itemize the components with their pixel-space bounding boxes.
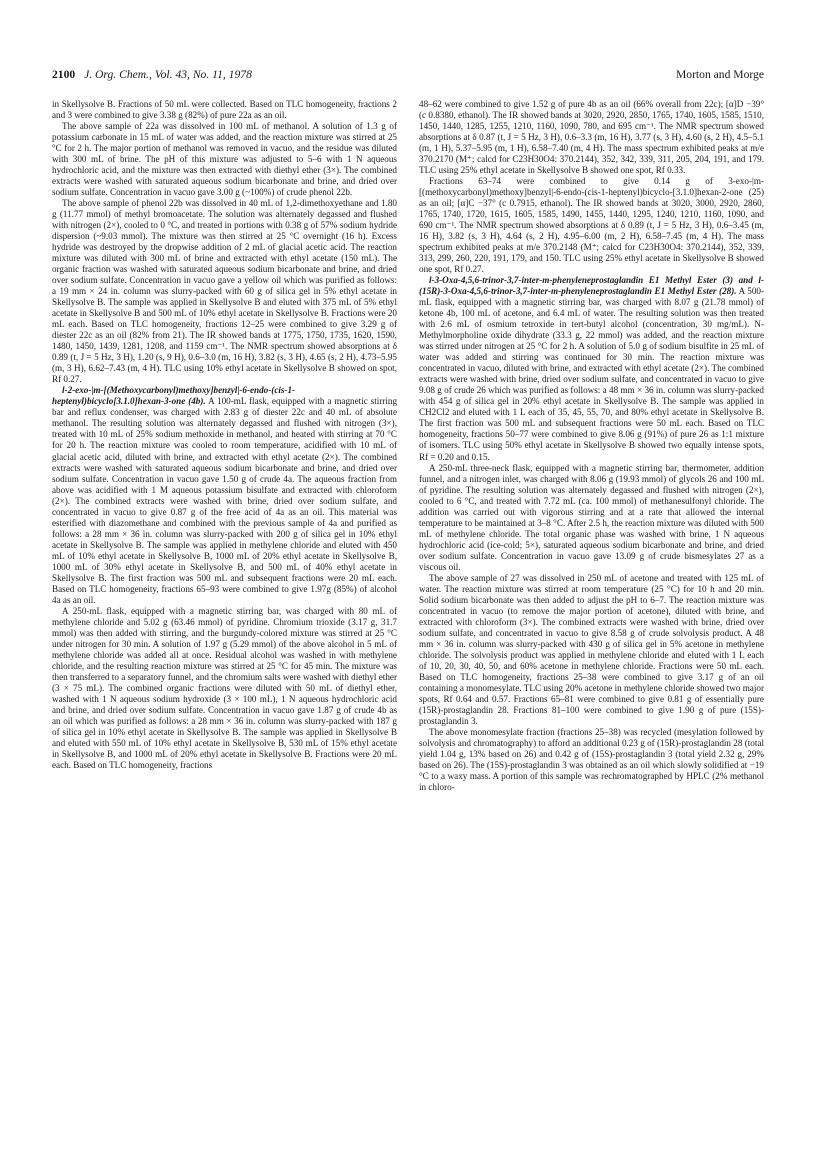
paragraph: The above sample of 27 was dissolved in 250 mL of acetone and treated with 125 mL of water. The reaction mixture was stirred at room temperature (25 °C) for 10 h and 20 min. Solid sodium bicarbonate was then added to adjust the pH to 6–7. The reaction mixture was concentrated in vacuo (to remove the major portion of acetone), diluted with brine, and extracted with chloroform (3×). The combined extracts were washed with brine, dried over sodium sulfate, and concentrated in vacuo to give 8.58 g of crude solvolysis product. A 48 mm × 36 in. column was slurry-packed with 430 g of silica gel in 5% acetone in methylene chloride. The solvolysis product was applied in methylene chloride and eluted with 1 L each of 10, 20, 30, 40, 50, and 60% acetone in methylene chloride. Fractions were 50 mL each. Based on TLC homogeneity, fractions 25–38 were combined to give 3.17 g of an oil containing a monomesylate. TLC using 20% acetone in methylene chloride showed two major spots, Rf 0.64 and 0.57. Fractions 65–81 were combined to give 0.81 g of essentially pure (15R)-prostaglandin 28. Fractions 81–100 were combined to give 1.90 g of pure (15S)-prostaglandin 3. (419, 572, 764, 726)
left-column (52, 99, 397, 771)
paragraph: Fractions 63–74 were combined to give 0.14 g of 3-exo-|m-[(methoxycarbonyl)methoxy]benzyl|-6-endo-(cis-1-heptenyl)bicyclo-[3.1.0]hexan-2-one (25) as an oil; [α]C −37° (c 0.7915, ethanol). The IR showed bands at 3020, 3000, 2920, 2860, 1765, 1740, 1720, 1615, 1605, 1585, 1490, 1455, 1440, 1295, 1240, 1210, 1160, 1090, and 690 cm⁻¹. The NMR spectrum showed absorptions at δ 0.89 (t, J = 5 Hz, 3 H), 0.6–3.45 (m, 16 H), 3.82 (s, 3 H), 4.64 (s, 2 H), 4.95–6.00 (m, 2 H), 6.58–7.45 (m, 4 H). The mass spectrum exhibited peaks at m/e 370.2148 (M⁺; calcd for C23H30O4: 370.2144), 352, 339, 313, 299, 260, 220, 191, 179, and 150. TLC using 25% ethyl acetate in Skellysolve B showed one spot, Rf 0.27. (419, 176, 764, 275)
right-column (419, 99, 764, 793)
compound-heading: l-3-Oxa-4,5,6-trinor-3,7-inter-m-phenyleneprostaglandin E1 Methyl Ester (3) and l-(15R)-3-Oxa-4,5,6-trinor-3,7-inter-m-phenyleneprostaglandin E1 Methyl Ester (28). (419, 275, 764, 297)
header-left (52, 68, 252, 81)
page-number: 2100 (52, 68, 76, 81)
paragraph (52, 385, 397, 605)
paragraph-body: A 500-mL flask, equipped with a magnetic stirring bar, was charged with 8.07 g (21.78 mmol) of ketone 4b, 100 mL of acetone, and 6.4 mL of water. The resulting solution was then treated with 2.6 mL of osmium tetroxide in tert-butyl alcohol (concentration, 30 mg/mL). N-Methylmorpholine oxide dihydrate (33.3 g, 22 mmol) was added, and the reaction mixture was stirred under nitrogen at 25 °C for 2 h. A solution of 5.0 g of sodium bisulfite in 25 mL of water was added and stirring was continued for 30 min. The reaction mixture was concentrated in vacuo, diluted with brine, and extracted with ethyl acetate (2×). The combined extracts were washed with brine, dried over sodium sulfate, and concentrated in vacuo to give 9.08 g of crude 26 which was purified as follows: a 48 mm × 36 in. column was slurry-packed with 454 g of silica gel in 20% ethyl acetate in Skellysolve B. The sample was applied in CH2Cl2 and eluted with 1 L each of 35, 45, 55, 70, and 80% ethyl acetate in Skellysolve B. The first fraction was 500 mL and subsequent fractions were 50 mL each. Based on TLC homogeneity, fractions 50–77 were combined to give 8.06 g (91%) of pure 26 as 1:1 mixture of isomers. TLC using 50% ethyl acetate in Skellysolve B showed two equally intense spots, Rf = 0.20 and 0.15. (419, 286, 764, 462)
paragraph: The above sample of phenol 22b was dissolved in 40 mL of 1,2-dimethoxyethane and 1.80 g (11.77 mmol) of methyl bromoacetate. The solution was alternately degassed and flushed with nitrogen (2×), cooled to 0 °C, and treated in portions with 0.38 g of 57% sodium hydride dispersion (~9.03 mmol). The mixture was then stirred at 25 °C overnight (16 h). Excess hydride was destroyed by the dropwise addition of 2 mL of glacial acetic acid. The reaction mixture was diluted with 300 mL of brine and extracted with ethyl acetate (150 mL). The organic fraction was washed with saturated aqueous sodium bicarbonate and brine, and dried over sodium sulfate. Concentration in vacuo gave a yellow oil which was purified as follows: a 19 mm × 24 in. column was slurry-packed with 60 g of silica gel in 5% ethyl acetate in Skellysolve B. The sample was applied in Skellysolve B and eluted with 375 mL of 5% ethyl acetate in Skellysolve B and 500 mL of 10% ethyl acetate in Skellysolve B. Fractions were 20 mL each. Based on TLC homogeneity, fractions 12–25 were combined to give 3.29 g of diester 22c as an oil (82% from 21). The IR showed bands at 1775, 1750, 1735, 1620, 1590, 1480, 1450, 1439, 1281, 1208, and 1159 cm⁻¹. The NMR spectrum showed absorptions at δ 0.89 (t, J = 5 Hz, 3 H), 1.20 (s, 9 H), 0.6–3.0 (m, 16 H), 3.82 (s, 3 H), 4.65 (s, 2 H), 4.73–5.95 (m, 3 H), 6.62–7.43 (m, 4 H). TLC using 10% ethyl acetate in Skellysolve B showed on spot, Rf 0.27. (52, 198, 397, 385)
running-header (52, 68, 764, 84)
paragraph: The above sample of 22a was dissolved in 100 mL of methanol. A solution of 1.3 g of potassium carbonate in 15 mL of water was added, and the reaction mixture was stirred at 25 °C for 2 h. The major portion of methanol was removed in vacuo, and the residue was diluted with 300 mL of brine. The pH of this mixture was adjusted to 5–6 with 1 N aqueous hydrochloric acid, and the mixture was then extracted with diethyl ether (3×). The combined extracts were washed with saturated aqueous sodium bicarbonate and brine, and dried over sodium sulfate. Concentration in vacuo gave 3.00 g (~100%) of crude phenol 22b. (52, 121, 397, 198)
paragraph: A 250-mL three-neck flask, equipped with a magnetic stirring bar, thermometer, addition funnel, and a nitrogen inlet, was charged with 8.06 g (19.93 mmol) of glycols 26 and 100 mL of pyridine. The resulting solution was alternately degassed and flushed with nitrogen (2×), cooled to 6 °C, and treated with 7.72 mL (ca. 100 mmol) of methanesulfonyl chloride. The addition was carried out with vigorous stirring and at a rate that allowed the internal temperature to be maintained at 3–8 °C. After 2.5 h, the reaction mixture was diluted with 500 mL of methylene chloride. The total organic phase was washed with brine, 1 N aqueous hydrochloric acid (ice-cold; 5×), saturated aqueous sodium bicarbonate and brine, and dried over sodium sulfate. Concentration in vacuo gave 13.09 g of crude bismesylates 27 as a viscous oil. (419, 462, 764, 572)
paragraph-body: A 100-mL flask, equipped with a magnetic stirring bar and reflux condenser, was charged with 2.83 g of diester 22c and 40 mL of absolute methanol. The resulting solution was alternately degassed and flushed with nitrogen (3×), treated with 10 mL of 25% sodium methoxide in methanol, and heated with stirring at 70 °C for 20 h. The reaction mixture was cooled to room temperature, acidified with 10 mL of glacial acetic acid, diluted with brine, and extracted with ethyl acetate (2×). The combined extracts were washed with saturated aqueous sodium bicarbonate and brine, and dried over sodium sulfate. Concentration in vacuo gave 1.50 g of crude 4a. The aqueous fraction from above was acidified with 1 M aqueous potassium bisulfate and extracted with chloroform (2×). The combined extracts were washed with brine, dried over sodium sulfate, and concentrated in vacuo to give 0.87 g of the free acid of 4a as an oil. This material was esterified with diazomethane and combined with the previous sample of 4a and purified as follows: a 28 mm × 36 in. column was slurry-packed with 200 g of silica gel in 10% ethyl acetate in Skellysolve B. The sample was applied in methylene chloride and eluted with 450 mL of 10% ethyl acetate in Skellysolve B, 1000 mL of 20% ethyl acetate in Skellysolve B, 1000 mL of 30% ethyl acetate in Skellysolve B, and 500 mL of 40% ethyl acetate in Skellysolve B. The first fraction was 500 mL and subsequent fractions were 20 mL each. Based on TLC homogeneity, fractions 65–93 were combined to give 1.97g (85%) of alcohol 4a as an oil. (52, 396, 398, 605)
compound-heading: l-2-exo-|m-[(Methoxycarbonyl)methoxy]benzyl|-6-endo-(cis-1-heptenyl)bicyclo[3.1.0]hexan-3-one (4b). (52, 385, 296, 407)
paragraph: A 250-mL flask, equipped with a magnetic stirring bar, was charged with 80 mL of methylene chloride and 5.02 g (63.46 mmol) of pyridine. Chromium trioxide (3.17 g, 31.7 mmol) was then added with stirring, and the burgundy-colored mixture was stirred at 25 °C under nitrogen for 30 min. A solution of 1.97 g (5.29 mmol) of the above alcohol in 5 mL of methylene chloride was added all at once. Residual alcohol was washed in with methylene chloride, and the resulting reaction mixture was stirred at 25 °C for 45 min. The mixture was then transferred to a separatory funnel, and the chromium salts were washed with diethyl ether (3 × 75 mL). The combined organic fractions were diluted with 50 mL of diethyl ether, washed with 1 N aqueous sodium hydroxide (3 × 100 mL), 1 N aqueous hydrochloric acid and brine, and dried over sodium sulfate. Concentration in vacuo gave 1.87 g of crude 4b as an oil which was purified as follows: a 28 mm × 36 in. column was slurry-packed with 187 g of silica gel in 10% ethyl acetate in Skellysolve B. The sample was applied in Skellysolve B and eluted with 550 mL of 10% ethyl acetate in Skellysolve B, 530 mL of 15% ethyl acetate in Skellysolve B, and 1000 mL of 20% ethyl acetate in Skellysolve B. Fractions were 20 mL each. Based on TLC homogeneity, fractions (52, 605, 397, 770)
paragraph: 48–62 were combined to give 1.52 g of pure 4b as an oil (66% overall from 22c); [α]D −39° (c 0.8380, ethanol). The IR showed bands at 3020, 2920, 2850, 1765, 1740, 1605, 1585, 1510, 1450, 1440, 1285, 1255, 1210, 1160, 1090, 780, and 695 cm⁻¹. The NMR spectrum showed absorptions at δ 0.87 (t, J = 5 Hz, 3 H), 0.6–3.3 (m, 16 H), 3.77 (s, 3 H), 4.60 (s, 2 H), 4.5–5.1 (m, 1 H), 5.37–5.95 (m, 1 H), 6.58–7.40 (m, 4 H). The mass spectrum exhibited peaks at m/e 370.2170 (M⁺; calcd for C23H30O4: 370.2144), 352, 342, 339, 311, 205, 204, 191, and 179. TLC using 25% ethyl acetate in Skellysolve B showed one spot, Rf 0.33. (419, 99, 764, 176)
paragraph (419, 275, 764, 462)
paragraph: in Skellysolve B. Fractions of 50 mL were collected. Based on TLC homogeneity, fractions 2 and 3 were combined to give 3.38 g (82%) of pure 22a as an oil. (52, 99, 397, 121)
paragraph: The above monomesylate fraction (fractions 25–38) was recycled (mesylation followed by solvolysis and chromatography) to afford an additional 0.23 g of (15R)-prostaglandin 28 (total yield 1.04 g, 13% based on 26) and 0.42 g of (15S)-prostaglandin 3 (total yield 2.32 g, 29% based on 26). The (15S)-prostaglandin 3 was obtained as an oil which slowly solidified at −19 °C to a waxy mass. A portion of this sample was rechromatographed by HPLC (2% methanol in chloro- (419, 726, 764, 792)
journal-citation: J. Org. Chem., Vol. 43, No. 11, 1978 (84, 68, 252, 81)
header-authors: Morton and Morge (675, 68, 764, 81)
